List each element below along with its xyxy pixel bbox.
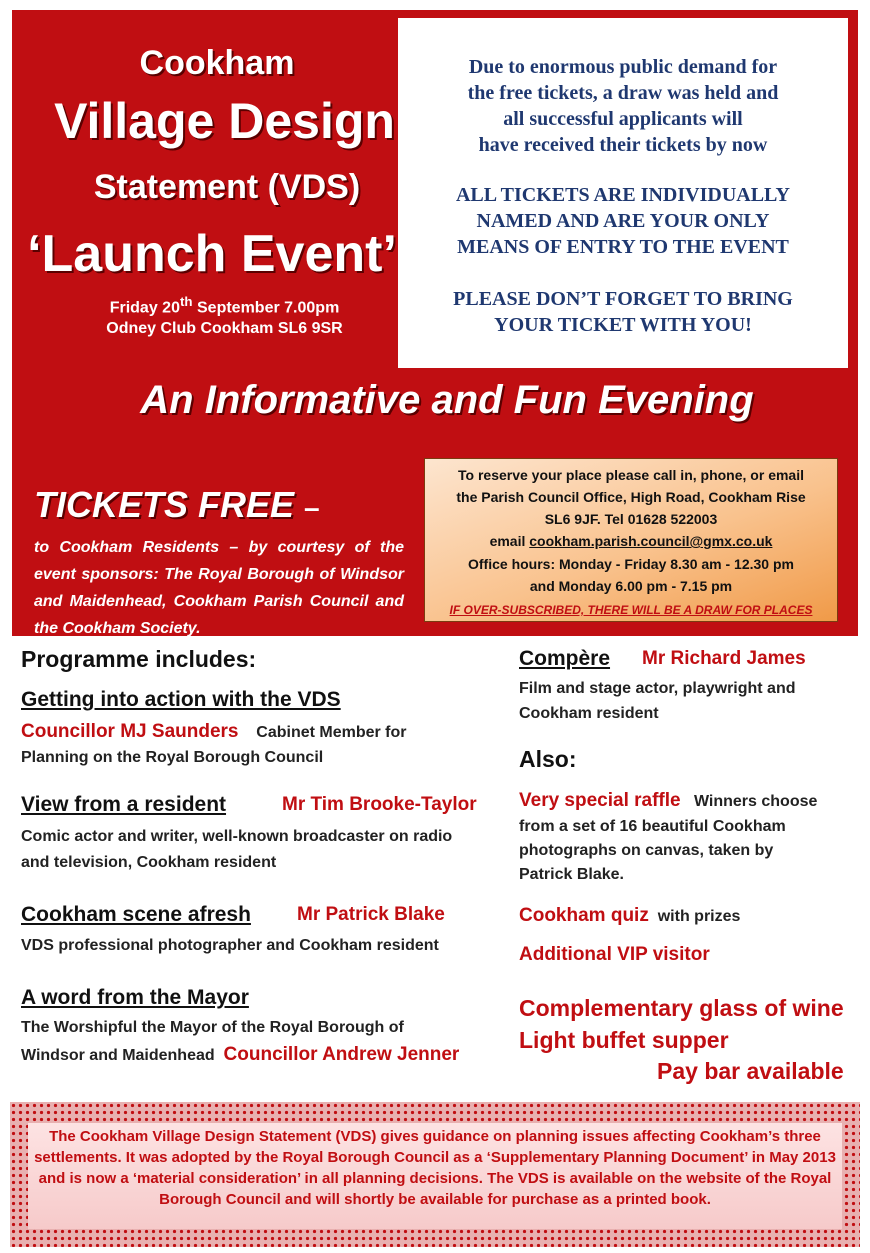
footer-text: The Cookham Village Design Statement (VDS) gives guidance on planning issues affecting Cookham’s three settlements. It was adopted by the Royal Borough Council as a ‘Supplementary Planning Document’ in May 2013 and is now a ‘material consideration’ in all planning decisions. The VDS is available on the website of the Royal Borough Council and will shortly be available for purchase as a printed book. <box>34 1128 836 1208</box>
reserve-line: and Monday 6.00 pm - 7.15 pm <box>529 578 733 594</box>
compere-desc: Film and stage actor, playwright and <box>519 680 796 697</box>
compere-title: Compère <box>519 647 611 670</box>
ticket-notice-box <box>398 18 848 368</box>
event-venue: Odney Club Cookham SL6 9SR <box>106 320 343 337</box>
title-cookham: Cookham <box>139 44 295 82</box>
notice-line: PLEASE DON’T FORGET TO BRING <box>453 288 793 310</box>
title-statement: Statement (VDS) <box>93 168 361 206</box>
vip-visitor: Additional VIP visitor <box>519 944 710 965</box>
email-label: email <box>489 533 530 549</box>
raffle-desc: from a set of 16 beautiful Cookham <box>519 818 786 835</box>
quiz-line <box>519 903 859 929</box>
notice-line: Due to enormous public demand for <box>468 56 778 78</box>
sponsor-text: to Cookham Residents – by courtesy of the event sponsors: The Royal Borough of Windsor and Maidenhead, Cookham Parish Council and the Cookham Society. <box>34 539 404 637</box>
buffet-line: Light buffet supper <box>519 1027 729 1053</box>
programme-heading: Programme includes: <box>21 646 257 672</box>
reserve-line: SL6 9JF. Tel 01628 522003 <box>544 511 718 527</box>
event-date-day: Friday 20 <box>109 299 180 317</box>
raffle-desc: Patrick Blake. <box>519 866 624 883</box>
notice-line: MEANS OF ENTRY TO THE EVENT <box>457 236 789 258</box>
event-date <box>12 294 437 317</box>
also-heading: Also: <box>519 746 577 772</box>
speaker-name: Mr Patrick Blake <box>297 904 445 925</box>
reserve-line: To reserve your place please call in, phone, or email <box>458 467 804 483</box>
quiz-title: Cookham quiz <box>519 905 649 926</box>
section-desc: Planning on the Royal Borough Council <box>21 749 324 766</box>
speaker-role: Cabinet Member for <box>256 724 407 741</box>
mayor-desc: Windsor and Maidenhead <box>21 1047 215 1064</box>
notice-line: YOUR TICKET WITH YOU! <box>494 314 752 336</box>
event-date-suffix: th <box>179 294 193 309</box>
notice-paragraph-1 <box>398 54 848 158</box>
section-title: A word from the Mayor <box>21 986 249 1009</box>
section-title: Getting into action with the VDS <box>21 688 341 711</box>
tickets-free-heading <box>34 484 320 526</box>
evening-tagline: An Informative and Fun Evening <box>140 378 754 422</box>
section-desc: VDS professional photographer and Cookham resident <box>21 937 439 954</box>
section-desc <box>21 719 501 745</box>
section-desc: The Worshipful the Mayor of the Royal Borough of <box>21 1019 404 1036</box>
raffle-title: Very special raffle <box>519 790 681 811</box>
notice-paragraph-3 <box>398 286 848 338</box>
event-date-time: September 7.00pm <box>192 299 340 317</box>
tickets-free-text: TICKETS FREE <box>34 484 295 525</box>
speaker-name: Councillor MJ Saunders <box>21 721 239 742</box>
bar-line: Pay bar available <box>657 1058 844 1084</box>
notice-line: all successful applicants will <box>503 108 743 130</box>
section-desc <box>21 1042 501 1068</box>
notice-line: NAMED AND ARE YOUR ONLY <box>476 210 770 232</box>
speaker-name: Councillor Andrew Jenner <box>223 1044 460 1065</box>
section-title: Cookham scene afresh <box>21 903 251 926</box>
oversubscribed-warning: IF OVER-SUBSCRIBED, THERE WILL BE A DRAW FOR PLACES <box>449 603 813 617</box>
speaker-name: Mr Tim Brooke-Taylor <box>282 794 477 815</box>
reserve-email-line <box>425 530 837 552</box>
section-desc: Comic actor and writer, well-known broadcaster on radio <box>21 828 453 845</box>
section-desc: and television, Cookham resident <box>21 854 277 871</box>
notice-line: the free tickets, a draw was held and <box>467 82 779 104</box>
wine-line: Complementary glass of wine <box>519 995 844 1021</box>
title-village-design: Village Design <box>54 93 395 149</box>
notice-paragraph-2 <box>398 182 848 260</box>
raffle-desc: photographs on canvas, taken by <box>519 842 774 859</box>
compere-name: Mr Richard James <box>642 648 806 669</box>
tickets-dash: – <box>304 492 320 523</box>
reserve-line: the Parish Council Office, High Road, Cookham Rise <box>456 489 806 505</box>
reserve-line: Office hours: Monday - Friday 8.30 am - 12.30 pm <box>468 556 794 572</box>
reservation-box <box>424 458 838 622</box>
notice-line: have received their tickets by now <box>478 134 768 156</box>
raffle-line <box>519 788 859 814</box>
raffle-desc: Winners choose <box>693 793 818 810</box>
quiz-desc: with prizes <box>657 908 741 925</box>
notice-line: ALL TICKETS ARE INDIVIDUALLY <box>455 184 790 206</box>
title-launch-event: ‘Launch Event’ <box>27 225 397 283</box>
email-link[interactable]: cookham.parish.council@gmx.co.uk <box>529 533 773 549</box>
section-title: View from a resident <box>21 793 227 816</box>
footer-box <box>28 1123 842 1229</box>
compere-desc: Cookham resident <box>519 705 659 722</box>
